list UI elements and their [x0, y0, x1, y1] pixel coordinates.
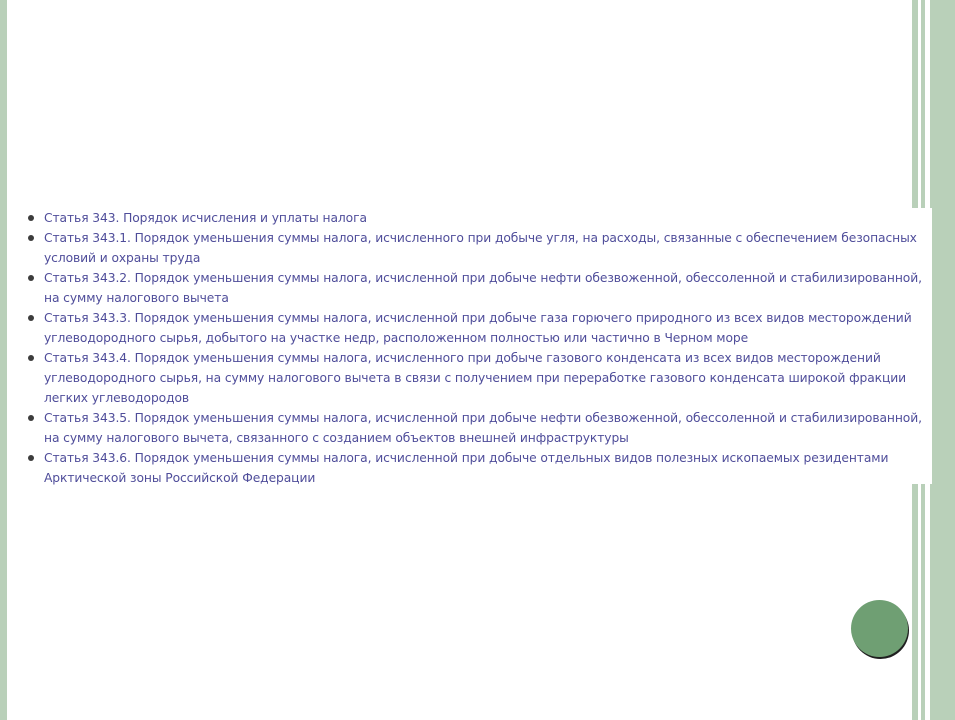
article-link-343-2[interactable]: Статья 343.2. Порядок уменьшения суммы налога, исчисленной при добыче нефти обезвоженной, обессоленной и стабилизированной, на сумму налогового вычета	[44, 271, 922, 305]
article-link-343-5[interactable]: Статья 343.5. Порядок уменьшения суммы налога, исчисленной при добыче нефти обезвоженной, обессоленной и стабилизированной, на сумму налогового вычета, связанного с созданием объектов внешней инфраструктуры	[44, 411, 922, 445]
left-frame-bar	[0, 0, 7, 720]
article-link-343-1[interactable]: Статья 343.1. Порядок уменьшения суммы налога, исчисленного при добыче угля, на расходы, связанные с обеспечением безопасных условий и охраны труда	[44, 231, 917, 265]
bullet-icon	[28, 315, 34, 321]
article-link-343-3[interactable]: Статья 343.3. Порядок уменьшения суммы налога, исчисленной при добыче газа горючего природного из всех видов месторождений углеводородного сырья, добытого на участке недр, расположенном полностью или частично в Черном море	[44, 311, 912, 345]
list-item	[24, 408, 932, 448]
list-item	[24, 348, 932, 408]
decorative-circle-icon	[851, 600, 908, 657]
bullet-icon	[28, 355, 34, 361]
list-item	[24, 208, 932, 228]
list-item	[24, 268, 932, 308]
articles-panel	[24, 208, 932, 484]
bullet-icon	[28, 415, 34, 421]
articles-list	[24, 208, 932, 488]
list-item	[24, 228, 932, 268]
bullet-icon	[28, 215, 34, 221]
article-link-343[interactable]: Статья 343. Порядок исчисления и уплаты налога	[44, 211, 367, 225]
article-link-343-4[interactable]: Статья 343.4. Порядок уменьшения суммы налога, исчисленного при добыче газового конденсата из всех видов месторождений углеводородного сырья, на сумму налогового вычета в связи с получением при переработке газового конденсата широкой фракции легких углеводородов	[44, 351, 907, 405]
right-frame-bar	[930, 0, 955, 720]
bullet-icon	[28, 455, 34, 461]
bullet-icon	[28, 235, 34, 241]
bullet-icon	[28, 275, 34, 281]
list-item	[24, 448, 932, 488]
article-link-343-6[interactable]: Статья 343.6. Порядок уменьшения суммы налога, исчисленной при добыче отдельных видов полезных ископаемых резидентами Арктической зоны Российской Федерации	[44, 451, 889, 485]
list-item	[24, 308, 932, 348]
